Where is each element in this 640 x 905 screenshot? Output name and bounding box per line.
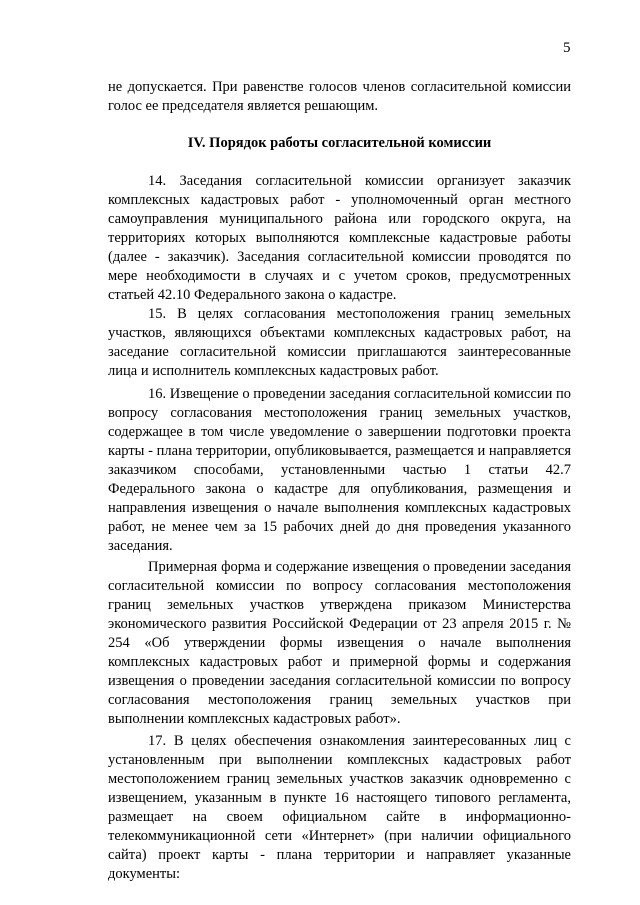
paragraph-17: 17. В целях обеспечения ознакомления заинтересованных лиц с установленным при выполнении комплексных кадастровых работ местоположением границ земельных участков заказчик одновременно с извещением, указанным в пункте 16 настоящего типового регламента, размещает на своем официальном сайте в информационно-телекоммуникационной сети «Интернет» (при наличии официального сайта) проект карты - плана территории и направляет указанные документы: — [108, 733, 571, 882]
paragraph-14: 14. Заседания согласительной комиссии организует заказчик комплексных кадастровых работ - уполномоченный орган местного самоуправления муниципального района или городского округа, на территориях которых выполняются комплексные кадастровые работы (далее - заказчик). Заседания согласительной комиссии проводятся по мере необходимости в случаях и с учетом сроков, предусмотренных статьей 42.10 Федерального закона о кадастре. — [108, 173, 571, 303]
paragraph-16: 16. Извещение о проведении заседания согласительной комиссии по вопросу согласования местоположения границ земельных участков, содержащее в том числе уведомление о завершении подготовки проекта карты - плана территории, опубликовывается, размещается и направляется заказчиком способами, установленными частью 1 статьи 42.7 Федерального закона о кадастре для опубликования, размещения и направления извещения о начале выполнения комплексных кадастровых работ, не менее чем за 15 рабочих дней до дня проведения указанного заседания. — [108, 386, 571, 554]
section-heading: IV. Порядок работы согласительной комиссии — [187, 135, 492, 151]
document-body — [108, 78, 571, 884]
intro-paragraph: не допускается. При равенстве голосов членов согласительной комиссии голос ее председателя является решающим. — [108, 79, 571, 114]
paragraph-15: 15. В целях согласования местоположения границ земельных участков, являющихся объектами комплексных кадастровых работ, на заседание согласительной комиссии приглашаются заинтересованные лица и исполнитель комплексных кадастровых работ. — [108, 306, 571, 379]
paragraph-sample-form: Примерная форма и содержание извещения о проведении заседания согласительной комиссии по вопросу согласования местоположения границ земельных участков утверждена приказом Министерства экономического развития Российской Федерации от 23 апреля 2015 г. № 254 «Об утверждении формы извещения о начале выполнения комплексных кадастровых работ и примерной формы и содержания извещения о проведении заседания согласительной комиссии по вопросу согласования местоположения границ земельных участков при выполнении комплексных кадастровых работ». — [108, 559, 571, 727]
page-number: 5 — [563, 40, 571, 56]
